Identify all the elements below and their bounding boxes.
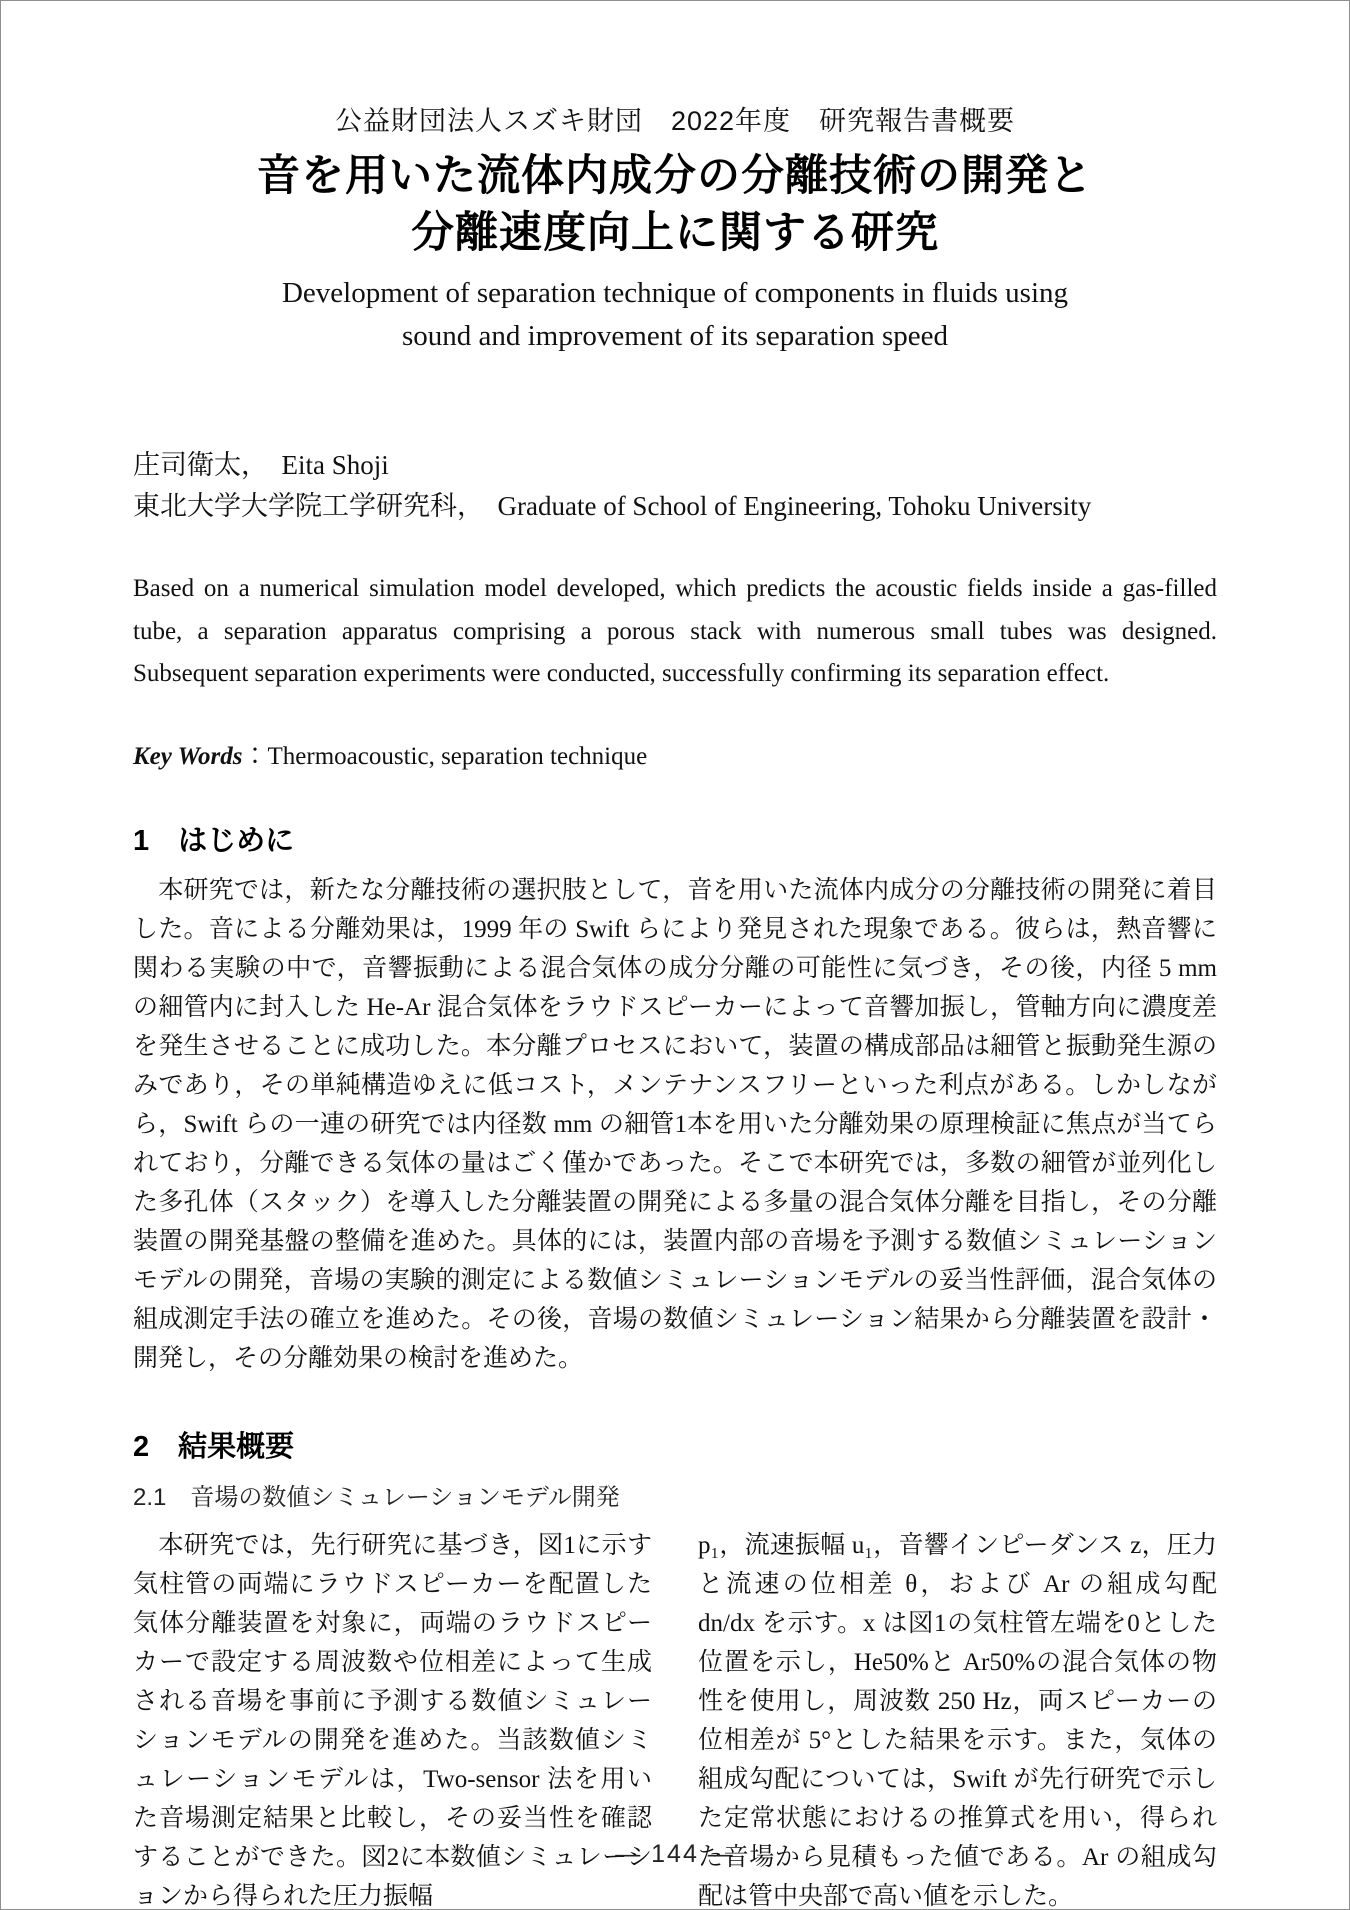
paper-title-en-line2: sound and improvement of its separation speed <box>401 320 949 352</box>
document-header: 公益財団法人スズキ財団 2022年度 研究報告書概要 <box>334 106 1016 136</box>
author-affiliation: 東北大学大学院工学研究科， Graduate of School of Engineering, Tohoku University <box>133 491 1092 522</box>
paper-title-ja-line1: 音を用いた流体内成分の分離技術の開発と <box>257 152 1093 200</box>
abstract-paragraph: Based on a numerical simulation model developed, which predicts the acoustic fields inside a gas-filled tube, a separation apparatus comprising a porous stack with numerous small tubes was designed. Subsequent separation experiments were conducted, successfully confirming its separation effect. <box>133 575 1217 688</box>
page-content <box>1 1 1349 1910</box>
section2-heading: 2 結果概要 <box>133 1430 295 1463</box>
keywords-line <box>133 736 1217 772</box>
author-names: 庄司衛太， Eita Shoji <box>133 449 389 480</box>
subsection21-heading: 2.1 音場の数値シミュレーションモデル開発 <box>133 1483 620 1511</box>
paper-title-en-line1: Development of separation technique of components in fluids using <box>281 276 1069 309</box>
section1-paragraph: 本研究では，新たな分離技術の選択肢として，音を用いた流体内成分の分離技術の開発に着目した。音による分離効果は，1999 年の Swift らにより発見された現象である。彼らは，熱音響に関わる実験の中で，音響振動による混合気体の成分分離の可能性に気づき，その後，内径 5 mm の細管内に封入した He-Ar 混合気体をラウドスピーカーによって音響加振し，管軸方向に濃度差を発生させることに成功した。本分離プロセスにおいて，装置の構成部品は細管と振動発生源のみであり，その単純構造ゆえに低コスト，メンテナンスフリーといった利点がある。しかしながら，Swift らの一連の研究では内径数 mm の細管1本を用いた分離効果の原理検証に焦点が当てられており，分離できる気体の量はごく僅かであった。そこで本研究では，多数の細管が並列化した多孔体（スタック）を導入した分離装置の開発による多量の混合気体分離を目指し，その分離装置の開発基盤の整備を進めた。具体的には，装置内部の音場を予測する数値シミュレーションモデルの開発，音場の実験的測定による数値シミュレーションモデルの妥当性評価，混合気体の組成測定手法の確立を進めた。その後，音場の数値シミュレーション結果から分離装置を設計・開発し，その分離効果の検討を進めた。 <box>133 876 1217 1372</box>
paper-title-english <box>133 272 1217 359</box>
section1-heading: 1 はじめに <box>133 824 295 857</box>
page-number: — 144 — <box>615 1840 735 1868</box>
column-left-paragraph: 本研究では，先行研究に基づき，図1に示す気柱管の両端にラウドスピーカーを配置した気体分離装置を対象に，両端のラウドスピーカーで設定する周波数や位相差によって生成される音場を事前に予測する数値シミュレーションモデルの開発を進めた。当該数値シミュレーションモデルは，Two-sensor 法を用いた音場測定結果と比較し，その妥当性を確認することができた。図2に本数値シミュレーションから得られた圧力振幅 <box>133 1531 652 1910</box>
keywords-separator: ： <box>242 742 268 770</box>
paper-title-japanese <box>133 148 1217 262</box>
column-right-paragraph: p₁，流速振幅 u₁，音響インピーダンス z，圧力と流速の位相差 θ，および Ar の組成勾配 dn/dx を示す。x は図1の気柱管左端を0とした位置を示し，He50%と Ar50%の混合気体の物性を使用し，周波数 250 Hz，両スピーカーの位相差が 5°とした結果を示す。また，気体の組成勾配については，Swift が先行研究で示した定常状態におけるの推算式を用い，得られた音場から見積もった値である。Ar の組成勾配は管中央部で高い値を示した。 <box>698 1531 1217 1910</box>
keywords-value: Thermoacoustic, separation technique <box>267 742 648 770</box>
authors-block <box>133 445 1217 529</box>
keywords-label: Key Words <box>133 742 243 770</box>
paper-title-ja-line2: 分離速度向上に関する研究 <box>411 208 939 257</box>
